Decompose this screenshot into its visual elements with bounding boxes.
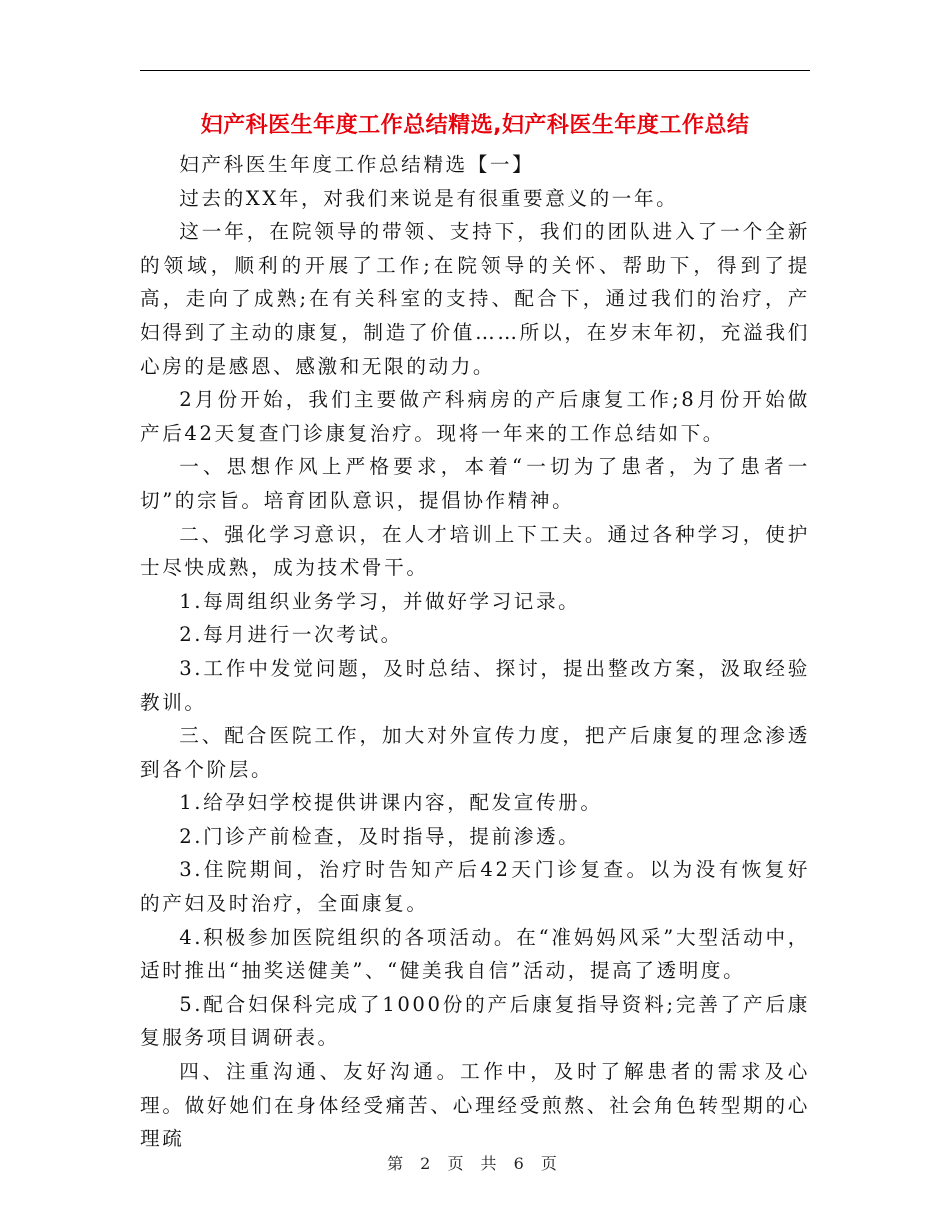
- body-paragraph: 3.住院期间，治疗时告知产后42天门诊复查。以为没有恢复好的产妇及时治疗，全面康复。: [140, 858, 810, 916]
- body-paragraph: 妇产科医生年度工作总结精选【一】: [179, 153, 535, 176]
- body-paragraph: 2.门诊产前检查，及时指导，提前渗透。: [179, 824, 581, 848]
- body-paragraph: 4.积极参加医院组织的各项活动。在“准妈妈风采”大型活动中，适时推出“抽奖送健美”、“健美我自信”活动，提高了透明度。: [140, 925, 810, 983]
- body-paragraph: 1.给孕妇学校提供讲课内容，配发宣传册。: [179, 791, 603, 815]
- body-paragraph: 2.每月进行一次考试。: [179, 623, 403, 647]
- body-paragraph: 3.工作中发觉问题，及时总结、探讨，提出整改方案，汲取经验教训。: [140, 656, 810, 714]
- body-paragraph: 一、思想作风上严格要求，本着“一切为了患者，为了患者一切”的宗旨。培育团队意识，提倡协作精神。: [140, 455, 810, 512]
- header-rule: [140, 70, 810, 71]
- body-paragraph: 2月份开始，我们主要做产科病房的产后康复工作;8月份开始做产后42天复查门诊康复治疗。现将一年来的工作总结如下。: [140, 388, 810, 445]
- body-paragraph: 1.每周组织业务学习，并做好学习记录。: [179, 589, 581, 613]
- page-number: 第 2 页 共 6 页: [387, 1154, 563, 1173]
- body-paragraph: 二、强化学习意识，在人才培训上下工夫。通过各种学习，使护士尽快成熟，成为技术骨干。: [140, 522, 810, 580]
- document-body: [140, 148, 810, 1156]
- body-paragraph: 三、配合医院工作，加大对外宣传力度，把产后康复的理念渗透到各个阶层。: [140, 724, 810, 781]
- body-paragraph: 过去的XX年，对我们来说是有很重要意义的一年。: [179, 186, 679, 210]
- body-paragraph: 四、注重沟通、友好沟通。工作中，及时了解患者的需求及心理。做好她们在身体经受痛苦、心理经受煎熬、社会角色转型期的心理疏: [140, 1060, 810, 1151]
- body-paragraph: 这一年，在院领导的带领、支持下，我们的团队进入了一个全新的领域，顺利的开展了工作;在院领导的关怀、帮助下，得到了提高，走向了成熟;在有关科室的支持、配合下，通过我们的治疗，产妇得到了主动的康复，制造了价值……所以，在岁末年初，充溢我们心房的是感恩、感激和无限的动力。: [140, 220, 810, 378]
- document-title: 妇产科医生年度工作总结精选,妇产科医生年度工作总结: [200, 113, 750, 138]
- body-paragraph: 5.配合妇保科完成了1000份的产后康复指导资料;完善了产后康复服务项目调研表。: [140, 992, 810, 1050]
